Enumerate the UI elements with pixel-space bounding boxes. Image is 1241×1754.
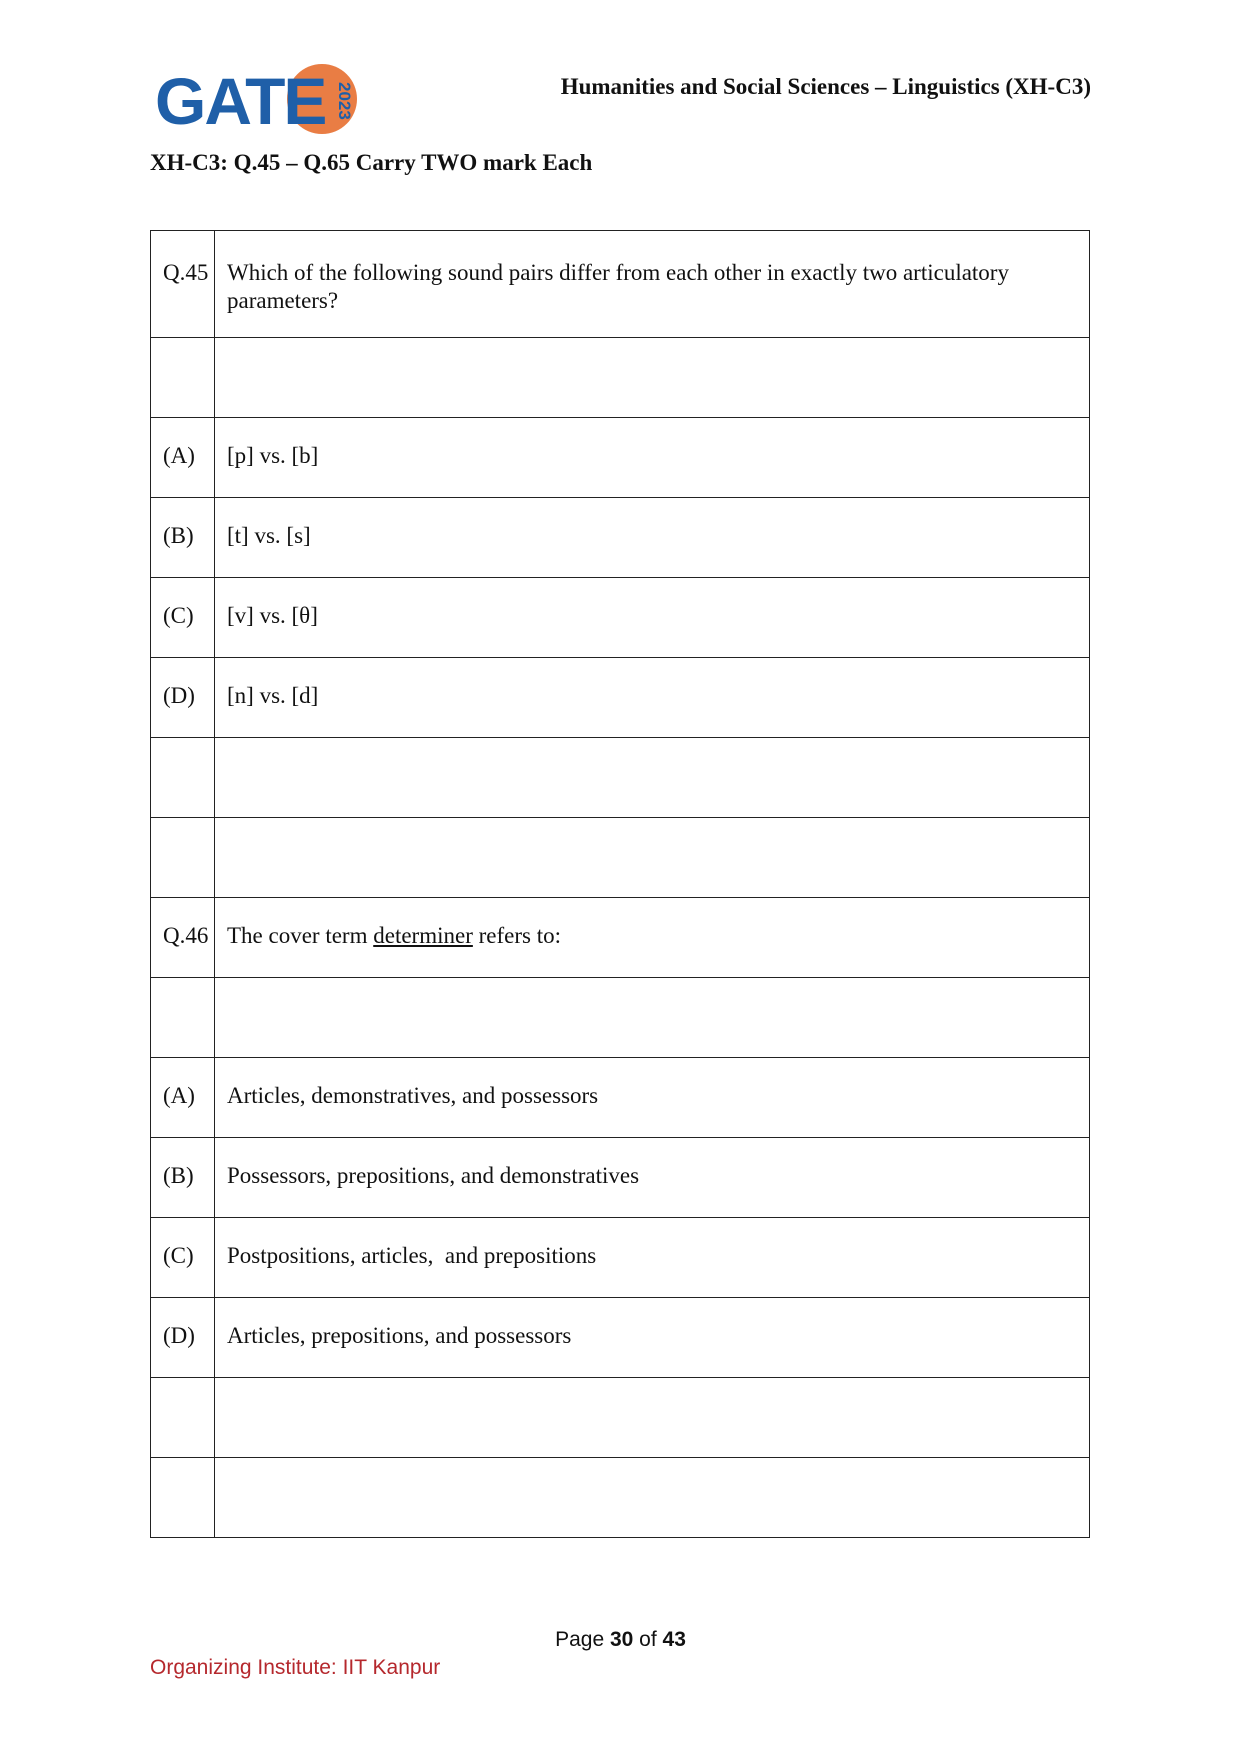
table-row (151, 1218, 1090, 1298)
option-label: (A) (151, 1058, 215, 1138)
option-label: (D) (151, 658, 215, 738)
organizing-institute: Organizing Institute: IIT Kanpur (150, 1656, 441, 1679)
question-text (215, 898, 1090, 978)
page-number (0, 1628, 1241, 1652)
option-text: [p] vs. [b] (215, 418, 1090, 498)
table-row (151, 1058, 1090, 1138)
table-row (151, 978, 1090, 1058)
table-row (151, 1298, 1090, 1378)
option-text: [n] vs. [d] (215, 658, 1090, 738)
table-row (151, 818, 1090, 898)
page-of: of (633, 1628, 663, 1651)
option-text: Articles, prepositions, and possessors (215, 1298, 1090, 1378)
option-text: Articles, demonstratives, and possessors (215, 1058, 1090, 1138)
table-row (151, 338, 1090, 418)
table-row (151, 418, 1090, 498)
table-row (151, 658, 1090, 738)
option-label: (C) (151, 578, 215, 658)
option-text: Possessors, prepositions, and demonstratives (215, 1138, 1090, 1218)
section-title: XH-C3: Q.45 – Q.65 Carry TWO mark Each (150, 150, 593, 175)
question-text: Which of the following sound pairs differ from each other in exactly two articulatory parameters? (215, 231, 1090, 338)
logo-text: GATE (155, 64, 326, 138)
table-row (151, 738, 1090, 818)
page-prefix: Page (555, 1628, 610, 1651)
option-text: Postpositions, articles, and prepositions (215, 1218, 1090, 1298)
option-label: (B) (151, 1138, 215, 1218)
option-text: [v] vs. [θ] (215, 578, 1090, 658)
paper-title: Humanities and Social Sciences – Linguistics (XH-C3) (560, 74, 1091, 99)
question-number: Q.46 (151, 898, 215, 978)
option-label: (A) (151, 418, 215, 498)
question-table (150, 230, 1090, 1538)
question-text-before: The cover term (227, 923, 374, 948)
underlined-term: determiner (373, 923, 473, 948)
table-row (151, 898, 1090, 978)
question-text-after: refers to: (472, 923, 561, 948)
table-row (151, 578, 1090, 658)
table-row (151, 231, 1090, 338)
option-label: (C) (151, 1218, 215, 1298)
page-total: 43 (662, 1628, 686, 1651)
table-row (151, 1378, 1090, 1458)
page-current: 30 (609, 1628, 634, 1651)
logo-year: 2023 (335, 82, 354, 120)
table-row (151, 498, 1090, 578)
table-row (151, 1138, 1090, 1218)
option-label: (B) (151, 498, 215, 578)
table-row (151, 1458, 1090, 1538)
gate-logo (155, 62, 360, 140)
question-number: Q.45 (151, 231, 215, 338)
option-label: (D) (151, 1298, 215, 1378)
option-text: [t] vs. [s] (215, 498, 1090, 578)
